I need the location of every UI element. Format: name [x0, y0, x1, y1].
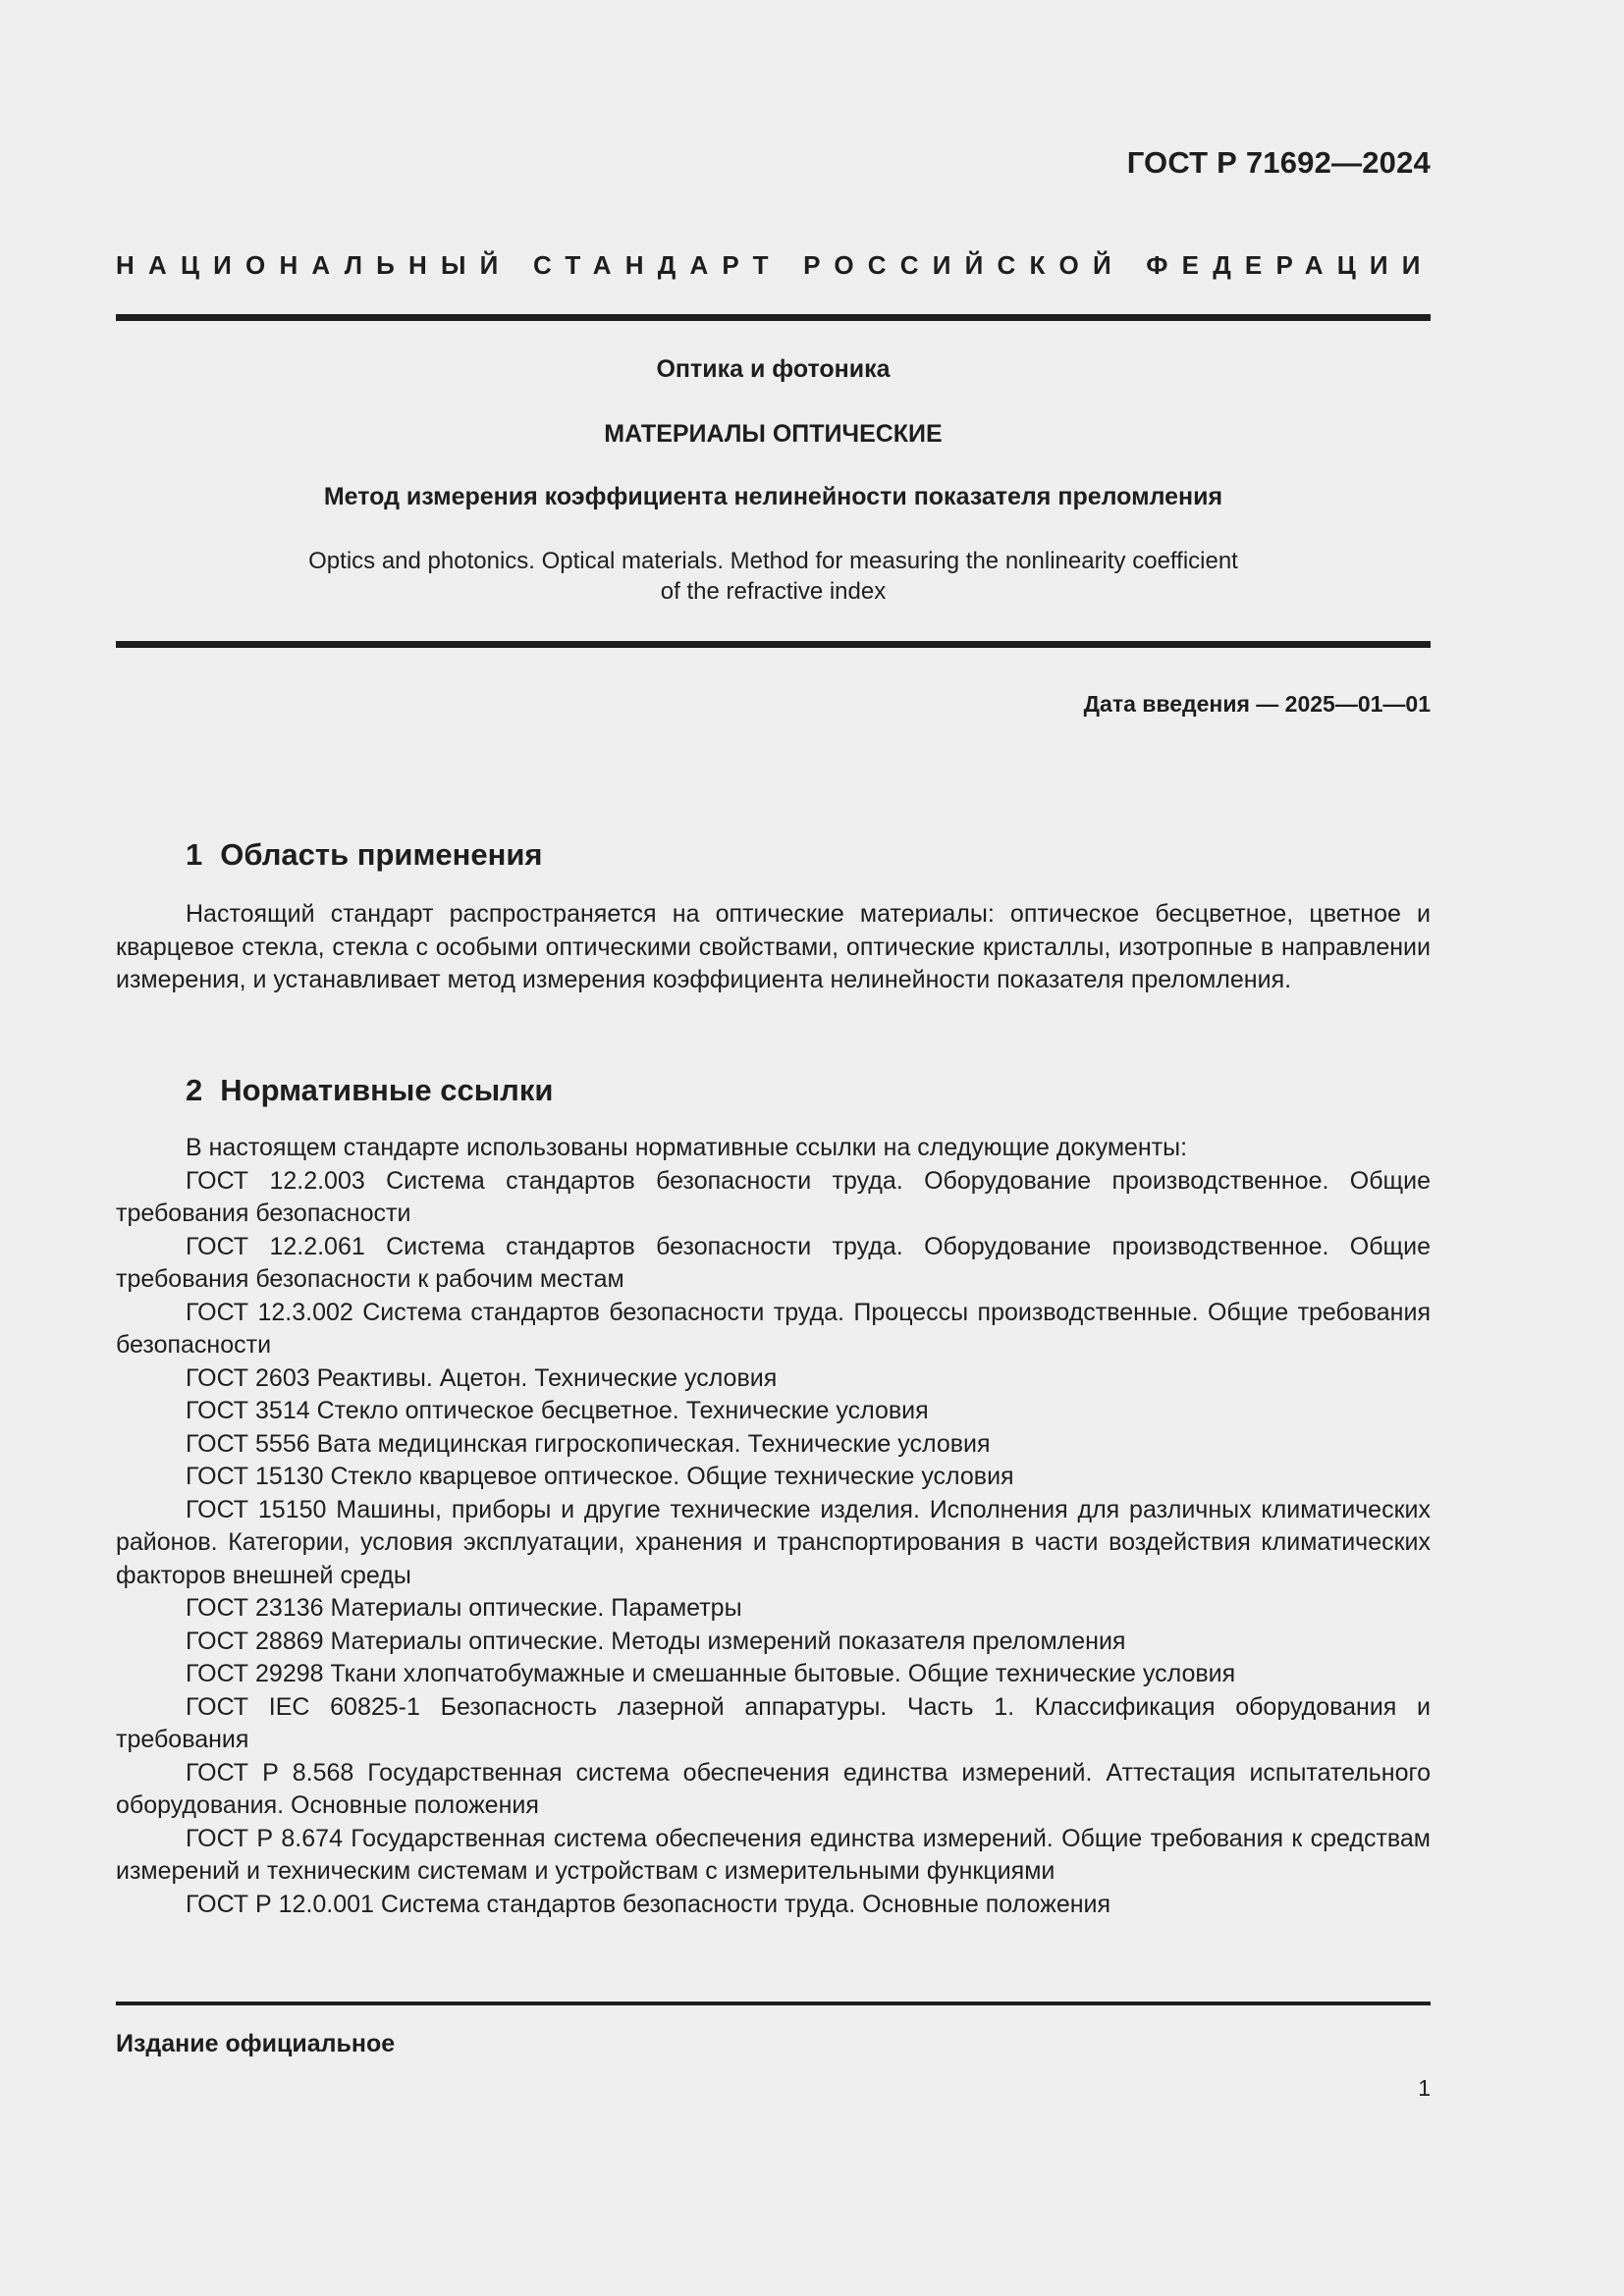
header-rule-top [116, 314, 1431, 321]
section-1-heading [186, 837, 543, 873]
list-item: ГОСТ 3514 Стекло оптическое бесцветное. Технические условия [186, 1397, 929, 1424]
subtopic-title: МАТЕРИАЛЫ ОПТИЧЕСКИЕ [604, 420, 943, 448]
list-item: ГОСТ 5556 Вата медицинская гигроскопическая. Технические условия [186, 1429, 991, 1458]
official-edition-label: Издание официальное [116, 2030, 396, 2057]
english-title [116, 546, 1431, 607]
list-item: ГОСТ 12.3.002 Система стандартов безопасности труда. Процессы производственные. Общие требования безопасности [116, 1298, 1431, 1359]
footer-rule [116, 2002, 1431, 2005]
national-standard-banner: НАЦИОНАЛЬНЫЙ СТАНДАРТ РОССИЙСКОЙ ФЕДЕРАЦИИ [116, 250, 1435, 280]
list-item: ГОСТ 29298 Ткани хлопчатобумажные и смешанные бытовые. Общие технические условия [186, 1660, 1236, 1687]
header-rule-bottom [116, 641, 1431, 648]
list-item: ГОСТ 2603 Реактивы. Ацетон. Технические условия [186, 1363, 778, 1392]
list-item: ГОСТ 23136 Материалы оптические. Параметры [186, 1594, 742, 1622]
document-code: ГОСТ Р 71692—2024 [1126, 145, 1431, 180]
list-item: ГОСТ IEC 60825-1 Безопасность лазерной аппаратуры. Часть 1. Классификация оборудования и требования [116, 1692, 1431, 1753]
document-title: Метод измерения коэффициента нелинейности показателя преломления [323, 483, 1223, 510]
section-1-title: Область применения [220, 837, 543, 872]
list-item: ГОСТ 15150 Машины, приборы и другие технические изделия. Исполнения для различных климатических районов. Категории, условия эксплуатации, хранения и транспортирования в части воздействия климатических факторов внешней среды [116, 1495, 1431, 1589]
normative-references-list [116, 1132, 1431, 1921]
list-item: ГОСТ Р 12.0.001 Система стандартов безопасности труда. Основные положения [186, 1890, 1111, 1918]
section-2-number: 2 [186, 1073, 203, 1107]
list-item: ГОСТ 12.2.061 Система стандартов безопасности труда. Оборудование производственное. Общие требования безопасности к рабочим местам [116, 1232, 1431, 1293]
list-item: ГОСТ 15130 Стекло кварцевое оптическое. Общие технические условия [186, 1463, 1014, 1490]
list-item: ГОСТ Р 8.568 Государственная система обеспечения единства измерений. Аттестация испытательного оборудования. Основные положения [116, 1758, 1431, 1819]
list-item: ГОСТ Р 8.674 Государственная система обеспечения единства измерений. Общие требования к средствам измерений и техническим системам и устройствам с измерительными функциями [116, 1824, 1431, 1885]
list-item: В настоящем стандарте использованы нормативные ссылки на следующие документы: [186, 1134, 1188, 1161]
list-item: ГОСТ 12.2.003 Система стандартов безопасности труда. Оборудование производственное. Общие требования безопасности [116, 1166, 1431, 1227]
section-1-text: Настоящий стандарт распространяется на оптические материалы: оптическое бесцветное, цветное и кварцевое стекла, стекла с особыми оптическими свойствами, оптические кристаллы, изотропные в направлении измерения, и устанавливает метод измерения коэффициента нелинейности показателя преломления. [116, 900, 1431, 993]
section-2-title: Нормативные ссылки [220, 1073, 554, 1107]
english-title-line-2: of the refractive index [660, 578, 887, 605]
topic-title: Оптика и фотоника [656, 355, 891, 383]
page-number: 1 [1418, 2075, 1431, 2101]
section-2-heading [186, 1073, 553, 1108]
list-item: ГОСТ 28869 Материалы оптические. Методы измерений показателя преломления [186, 1627, 1126, 1655]
section-1-number: 1 [186, 837, 203, 872]
introduction-date: Дата введения — 2025—01—01 [1083, 691, 1431, 717]
english-title-line-1: Optics and photonics. Optical materials. Method for measuring the nonlinearity coefficient [308, 548, 1238, 574]
